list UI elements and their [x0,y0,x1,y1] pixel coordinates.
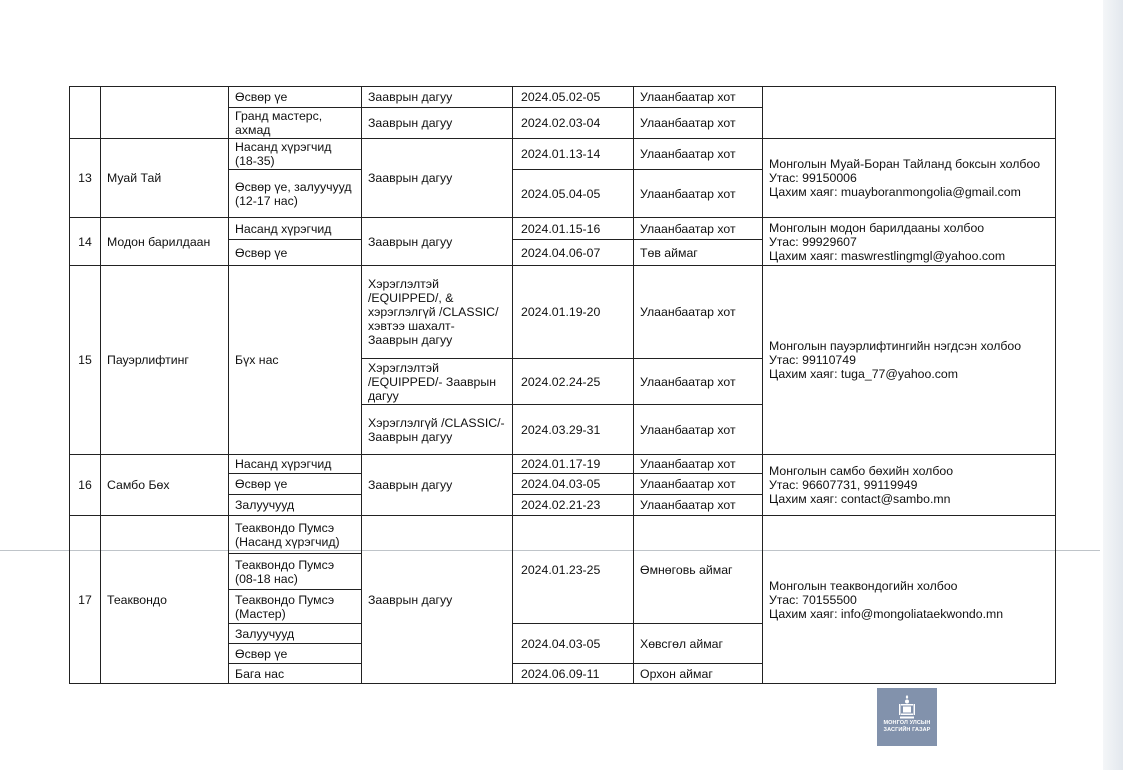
date-cell: 2024.02.24-25 [513,359,634,405]
place-cell: Улаанбаатар хот [634,139,763,170]
age-group-cell: Бага нас [229,664,362,684]
table-row [70,266,1056,359]
organizer-phone: Утас: 99929607 [769,234,857,249]
age-group-cell: Теаквондо Пумсэ (08-18 нас) [229,554,362,590]
place-cell: Улаанбаатар хот [634,405,763,455]
age-group-cell: Өсвөр үе [229,474,362,495]
age-group-cell: Теаквондо Пумсэ (Насанд хүрэгчид) [229,516,362,554]
age-group-cell: Насанд хүрэгчид [229,455,362,474]
date-cell: 2024.01.15-16 [513,218,634,240]
row-number: 16 [70,455,101,516]
age-group-cell: Өсвөр үе [229,644,362,664]
organizer-email: Цахим хаяг: info@mongoliataekwondo.mn [769,606,1004,621]
organizer-phone: Утас: 70155500 [769,592,857,607]
organizer-name: Монголын самбо бөхийн холбоо [769,464,954,478]
date-cell: 2024.02.21-23 [513,495,634,516]
organizer-email: Цахим хаяг: contact@sambo.mn [769,492,951,506]
rule-cell: Зааврын дагуу [362,87,513,108]
rule-cell: Зааврын дагуу [362,108,513,139]
soyombo-emblem-icon [896,694,918,720]
rule-cell: Зааврын дагуу [362,218,513,266]
organizer-contact [763,218,1056,266]
table-row [70,455,1056,474]
place-cell: Өмнөговь аймаг [634,516,763,624]
date-cell: 2024.04.06-07 [513,240,634,266]
place-cell: Улаанбаатар хот [634,495,763,516]
organizer-email: Цахим хаяг: tuga_77@yahoo.com [769,367,959,381]
age-group-cell: Өсвөр үе, залуучууд (12-17 нас) [229,170,362,218]
place-cell: Улаанбаатар хот [634,266,763,359]
place-cell: Төв аймаг [634,240,763,266]
organizer-phone: Утас: 96607731, 99119949 [769,478,918,492]
organizer-contact [763,266,1056,455]
logo-text-line1: МОНГОЛ УЛСЫН [883,720,931,726]
organizer-contact [763,516,1056,684]
age-group-cell: Залуучууд [229,495,362,516]
organizer-name: Монголын модон барилдааны холбоо [769,220,985,235]
row-number: 17 [70,516,101,684]
organizer-phone: Утас: 99150006 [769,171,857,185]
place-cell: Улаанбаатар хот [634,474,763,495]
age-group-cell: Өсвөр үе [229,87,362,108]
age-group-cell: Теаквондо Пумсэ (Мастер) [229,590,362,624]
place-cell: Улаанбаатар хот [634,359,763,405]
rule-cell: Хэрэглэлтэй /EQUIPPED/- Зааврын дагуу [362,359,513,405]
organizer-phone: Утас: 99110749 [769,353,856,367]
rule-cell: Зааврын дагуу [362,139,513,218]
rule-cell: Хэрэглэлгүй /CLASSIC/- Зааврын дагуу [362,405,513,455]
sport-name: Теаквондо [101,516,229,684]
date-cell: 2024.01.19-20 [513,266,634,359]
age-group-cell: Залуучууд [229,624,362,644]
organizer-email: Цахим хаяг: muayboranmongolia@gmail.com [769,185,1021,199]
table-row [70,87,1056,108]
rule-cell: Хэрэглэлтэй /EQUIPPED/, & хэрэглэлгүй /CLASSIC/ хэвтээ шахалт- Зааврын дагуу [362,266,513,359]
organizer-email: Цахим хаяг: maswrestlingmgl@yahoo.com [769,248,1006,263]
date-cell: 2024.06.09-11 [513,664,634,684]
date-cell: 2024.03.29-31 [513,405,634,455]
organizer-name: Монголын теаквондогийн холбоо [769,578,958,593]
organizer-name: Монголын Муай-Боран Тайланд боксын холбоо [769,157,1041,171]
sport-name: Пауэрлифтинг [101,266,229,455]
age-group-cell: Бүх нас [229,266,362,455]
government-logo [877,688,937,746]
age-group-cell: Өсвөр үе [229,240,362,266]
place-cell: Улаанбаатар хот [634,108,763,139]
row-number: 15 [70,266,101,455]
row-number: 13 [70,139,101,218]
sport-cell-empty [101,87,229,139]
logo-text-line2: ЗАСГИЙН ГАЗАР [883,726,931,733]
row-number: 14 [70,218,101,266]
table-row [70,139,1056,170]
age-group-cell: Гранд мастерс, ахмад [229,108,362,139]
competition-schedule-table [69,86,1056,684]
table-row [70,516,1056,554]
organizer-contact [763,139,1056,218]
sport-name: Модон барилдаан [101,218,229,266]
sport-name: Муай Тай [101,139,229,218]
rule-cell: Зааврын дагуу [362,516,513,684]
organizer-cell-empty [763,87,1056,139]
place-cell: Хөвсгөл аймаг [634,624,763,664]
place-cell: Улаанбаатар хот [634,218,763,240]
number-cell-empty [70,87,101,139]
date-cell: 2024.01.13-14 [513,139,634,170]
place-cell: Улаанбаатар хот [634,455,763,474]
organizer-contact [763,455,1056,516]
place-cell: Улаанбаатар хот [634,170,763,218]
table-row [70,218,1056,240]
date-cell: 2024.01.23-25 [513,516,634,624]
page-edge-shadow [1103,0,1123,770]
place-cell: Орхон аймаг [634,664,763,684]
date-cell: 2024.05.02-05 [513,87,634,108]
date-cell: 2024.05.04-05 [513,170,634,218]
date-cell: 2024.02.03-04 [513,108,634,139]
place-cell: Улаанбаатар хот [634,87,763,108]
sport-name: Самбо Бөх [101,455,229,516]
age-group-cell: Насанд хүрэгчид (18-35) [229,139,362,170]
organizer-name: Монголын пауэрлифтингийн нэгдсэн холбоо [769,339,1022,353]
age-group-cell: Насанд хүрэгчид [229,218,362,240]
date-cell: 2024.01.17-19 [513,455,634,474]
date-cell: 2024.04.03-05 [513,474,634,495]
rule-cell: Зааврын дагуу [362,455,513,516]
date-cell: 2024.04.03-05 [513,624,634,664]
